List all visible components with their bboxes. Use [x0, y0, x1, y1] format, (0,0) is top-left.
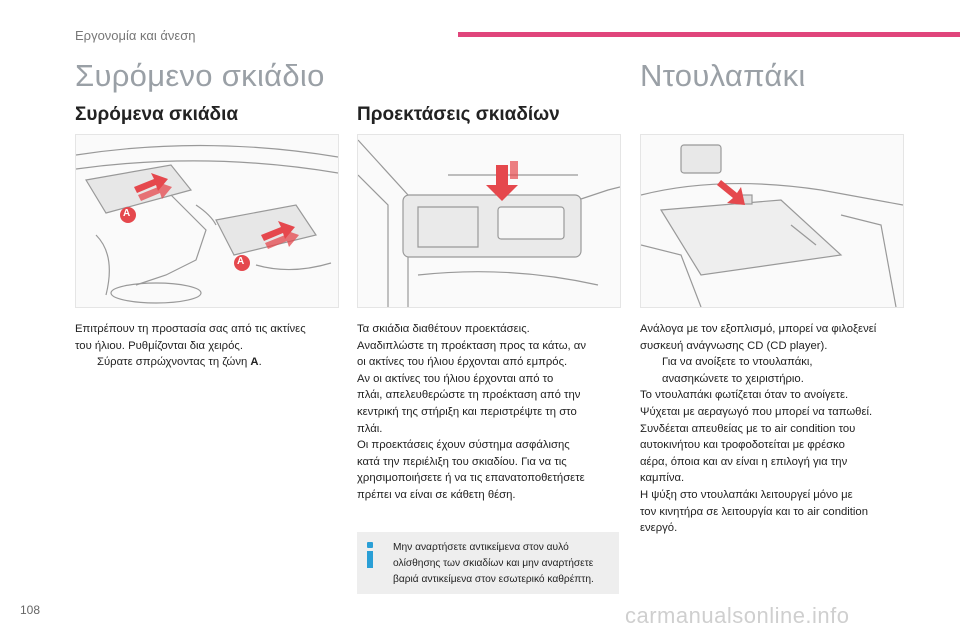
illustration-visor-extension	[357, 134, 621, 308]
text-line: αυτοκινήτου και τροφοδοτείται με φρέσκο	[640, 439, 845, 452]
subtitle-sliding-visors: Συρόμενα σκιάδια	[75, 104, 239, 125]
section-title-sun-visor: Συρόμενο σκιάδιο	[75, 58, 325, 93]
text-line: Τα σκιάδια διαθέτουν προεκτάσεις.	[357, 323, 530, 335]
text-line: Οι προεκτάσεις έχουν σύστημα ασφάλισης	[357, 439, 570, 452]
instruction-bullet	[75, 354, 345, 371]
text-line: καμπίνα.	[640, 472, 685, 485]
watermark: carmanualsonline.info	[625, 603, 850, 628]
text-line: Ψύχεται με αεραγωγό που μπορεί να ταπωθεί.	[640, 405, 873, 418]
text-line: Αν οι ακτίνες του ήλιου έρχονται από το	[357, 372, 554, 385]
bullet-label-a: A	[250, 356, 259, 369]
bullet-icon	[640, 354, 662, 387]
illustration-sliding-visors	[75, 134, 339, 308]
text-line: Το ντουλαπάκι φωτίζεται όταν το ανοίγετε.	[640, 389, 849, 402]
text-line: αέρα, όποια και αν είναι η επιλογή για την	[640, 455, 848, 468]
info-note-text	[393, 540, 613, 588]
bullet-text	[97, 354, 262, 371]
text-line: τον κινητήρα σε λειτουργία και το air condition	[640, 505, 868, 518]
info-icon	[365, 542, 375, 568]
text-line: πλάι.	[357, 422, 383, 435]
note-line: ολίσθησης των σκιαδίων και μην αναρτήσετε	[393, 558, 594, 569]
text-line: χρησιμοποιήσετε ή να τις επανατοποθετήσετε	[357, 472, 585, 485]
glovebox-description	[640, 321, 915, 537]
bullet-text	[662, 354, 813, 387]
note-line: Μην αναρτήσετε αντικείμενα στον αυλό	[393, 542, 569, 553]
text-line: του ήλιου. Ρυθμίζονται δια χειρός.	[75, 339, 243, 352]
text-line: Συνδέεται απευθείας με το air condition του	[640, 422, 856, 435]
chapter-title: Εργονομία και άνεση	[75, 28, 196, 43]
glovebox-drawing	[641, 135, 903, 307]
bullet-line: Για να ανοίξετε το ντουλαπάκι,	[662, 356, 813, 369]
illustration-glovebox	[640, 134, 904, 308]
text-line: συσκευή ανάγνωσης CD (CD player).	[640, 339, 828, 352]
note-line: βαριά αντικείμενα στον εσωτερικό καθρέπτη.	[393, 574, 594, 585]
text-line: Αναδιπλώστε τη προέκταση προς τα κάτω, αν	[357, 339, 586, 352]
text-line: Ανάλογα με τον εξοπλισμό, μπορεί να φιλοξενεί	[640, 323, 877, 335]
text-line: Η ψύξη στο ντουλαπάκι λειτουργεί μόνο με	[640, 488, 853, 501]
text-line: ενεργό.	[640, 522, 678, 535]
chapter-accent-bar	[458, 32, 960, 37]
subtitle-visor-extensions: Προεκτάσεις σκιαδίων	[357, 104, 560, 125]
instruction-bullet	[640, 354, 915, 387]
section-title-glovebox: Ντουλαπάκι	[640, 58, 806, 93]
bullet-text-main: Σύρατε σπρώχνοντας τη ζώνη	[97, 356, 248, 369]
sun-visor-drawing	[76, 135, 338, 307]
callout-label-a: A	[123, 208, 131, 219]
bullet-end: .	[258, 356, 262, 369]
text-line: πλάι, απελευθερώστε τη προέκταση από την	[357, 389, 581, 402]
bullet-icon	[75, 354, 97, 371]
text-line: Επιτρέπουν τη προστασία σας από τις ακτίνες	[75, 323, 306, 335]
sliding-visors-description	[75, 321, 345, 371]
callout-label-a-2: A	[237, 256, 245, 267]
text-line: κεντρική της στήριξη και περιστρέψτε τη στο	[357, 405, 577, 418]
visor-extension-drawing	[358, 135, 620, 307]
page-number: 108	[20, 603, 41, 617]
text-line: κατά την περιέλιξη του σκιαδίου. Για να τις	[357, 455, 567, 468]
info-note	[357, 532, 619, 594]
text-line: οι ακτίνες του ήλιου έρχονται από εμπρός.	[357, 356, 568, 369]
text-line: πρέπει να είναι σε κάθετη θέση.	[357, 488, 516, 501]
visor-extensions-description	[357, 321, 622, 504]
bullet-line: ανασηκώνετε το χειριστήριο.	[662, 372, 804, 385]
